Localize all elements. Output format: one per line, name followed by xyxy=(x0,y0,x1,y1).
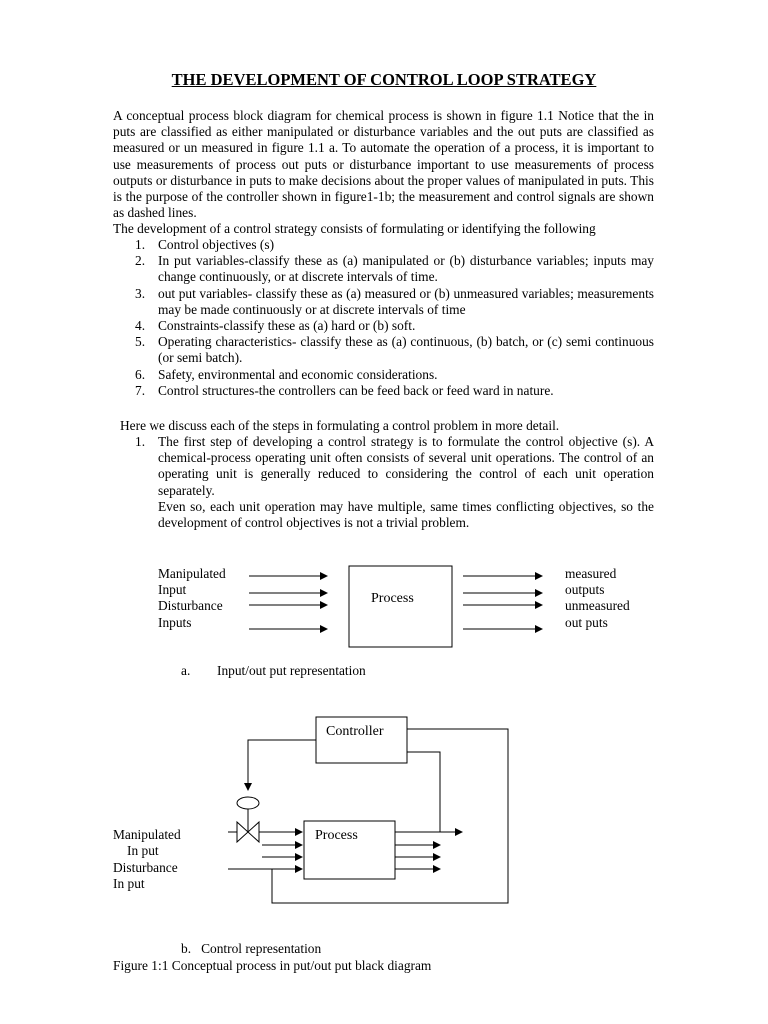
list-text: Control structures-the controllers can be feed back or feed ward in nature. xyxy=(158,382,554,398)
list-number: 2. xyxy=(135,253,146,269)
list-text: Safety, environmental and economic considerations. xyxy=(158,366,438,382)
discussion-intro: Here we discuss each of the steps in formulating a control problem in more detail. xyxy=(120,418,560,433)
list-text: Control objectives (s) xyxy=(158,237,275,252)
input-label-inputs: Inputs xyxy=(158,615,192,630)
controller-label: Controller xyxy=(326,724,384,739)
page-title: THE DEVELOPMENT OF CONTROL LOOP STRATEGY xyxy=(171,70,597,89)
process-label: Process xyxy=(371,591,414,606)
output-label-out-puts: out puts xyxy=(565,615,608,630)
caption-a-letter: a. xyxy=(181,663,191,678)
figure-caption: Figure 1:1 Conceptual process in put/out put black diagram xyxy=(113,958,432,973)
diagram-b xyxy=(228,717,508,903)
process-label-b: Process xyxy=(315,828,358,843)
intro-paragraph: A conceptual process block diagram for chemical process is shown in figure 1.1 Notice that the in puts are classified as either manipulated or disturbance variables and the out puts are classified as measured or un measured in figure 1.1 a. To automate the operation of a process, it is important to use measurements of process out puts or disturbance important to use measurements of process outputs or disturbance in puts to make decisions about the proper values of manipulated in puts. This is the purpose of the controller shown in figure1-1b; the measurement and control signals are shown as dashed lines. xyxy=(113,108,654,221)
input-label-disturbance-b: Disturbance xyxy=(113,860,178,875)
input-label-in-put-b: In put xyxy=(127,843,159,858)
list-number: 3. xyxy=(135,285,146,301)
input-label-manipulated-b: Manipulated xyxy=(113,827,181,842)
input-label-manipulated: Manipulated xyxy=(158,566,226,581)
caption-b: b. Control representation xyxy=(181,941,322,956)
list-number: 7. xyxy=(135,382,146,398)
list-number: 6. xyxy=(135,366,146,382)
list-text: In put variables-classify these as (a) manipulated or (b) disturbance variables; inputs may change continuously, or at discrete intervals of time. xyxy=(158,253,654,285)
output-label-measured: measured xyxy=(565,566,617,581)
list-text: out put variables- classify these as (a) measured or (b) unmeasured variables; measurements may be made continuously or at discrete intervals of time xyxy=(158,285,654,317)
list-text: The first step of developing a control strategy is to formulate the control objective (s). A chemical-process operating unit often consists of several unit operations. The control of an operating unit is generally reduced to considering the control of each unit operation separately. xyxy=(158,434,654,498)
output-label-unmeasured: unmeasured xyxy=(565,598,630,613)
development-intro: The development of a control strategy consists of formulating or identifying the following xyxy=(113,221,596,236)
list-text: Constraints-classify these as (a) hard or (b) soft. xyxy=(158,318,416,334)
list-text-continued: Even so, each unit operation may have multiple, same times conflicting objectives, so the development of control objectives is not a trivial problem. xyxy=(158,498,654,531)
list-number: 4. xyxy=(135,318,146,334)
feedback-signal-line xyxy=(407,752,440,832)
control-signal-line xyxy=(248,740,316,790)
feedforward-signal-line xyxy=(272,729,508,903)
input-label-in-put-b2: In put xyxy=(113,876,145,891)
caption-a: Input/out put representation xyxy=(217,663,366,678)
list-number: 1. xyxy=(135,237,146,252)
list-number: 1. xyxy=(135,434,146,449)
input-label-disturbance: Disturbance xyxy=(158,598,223,613)
input-label-input: Input xyxy=(158,582,187,597)
list-text: Operating characteristics- classify these as (a) continuous, (b) batch, or (c) semi continuous (or semi batch). xyxy=(158,334,654,366)
output-label-outputs: outputs xyxy=(565,582,605,597)
valve-actuator xyxy=(237,797,259,809)
list-number: 5. xyxy=(135,334,146,350)
